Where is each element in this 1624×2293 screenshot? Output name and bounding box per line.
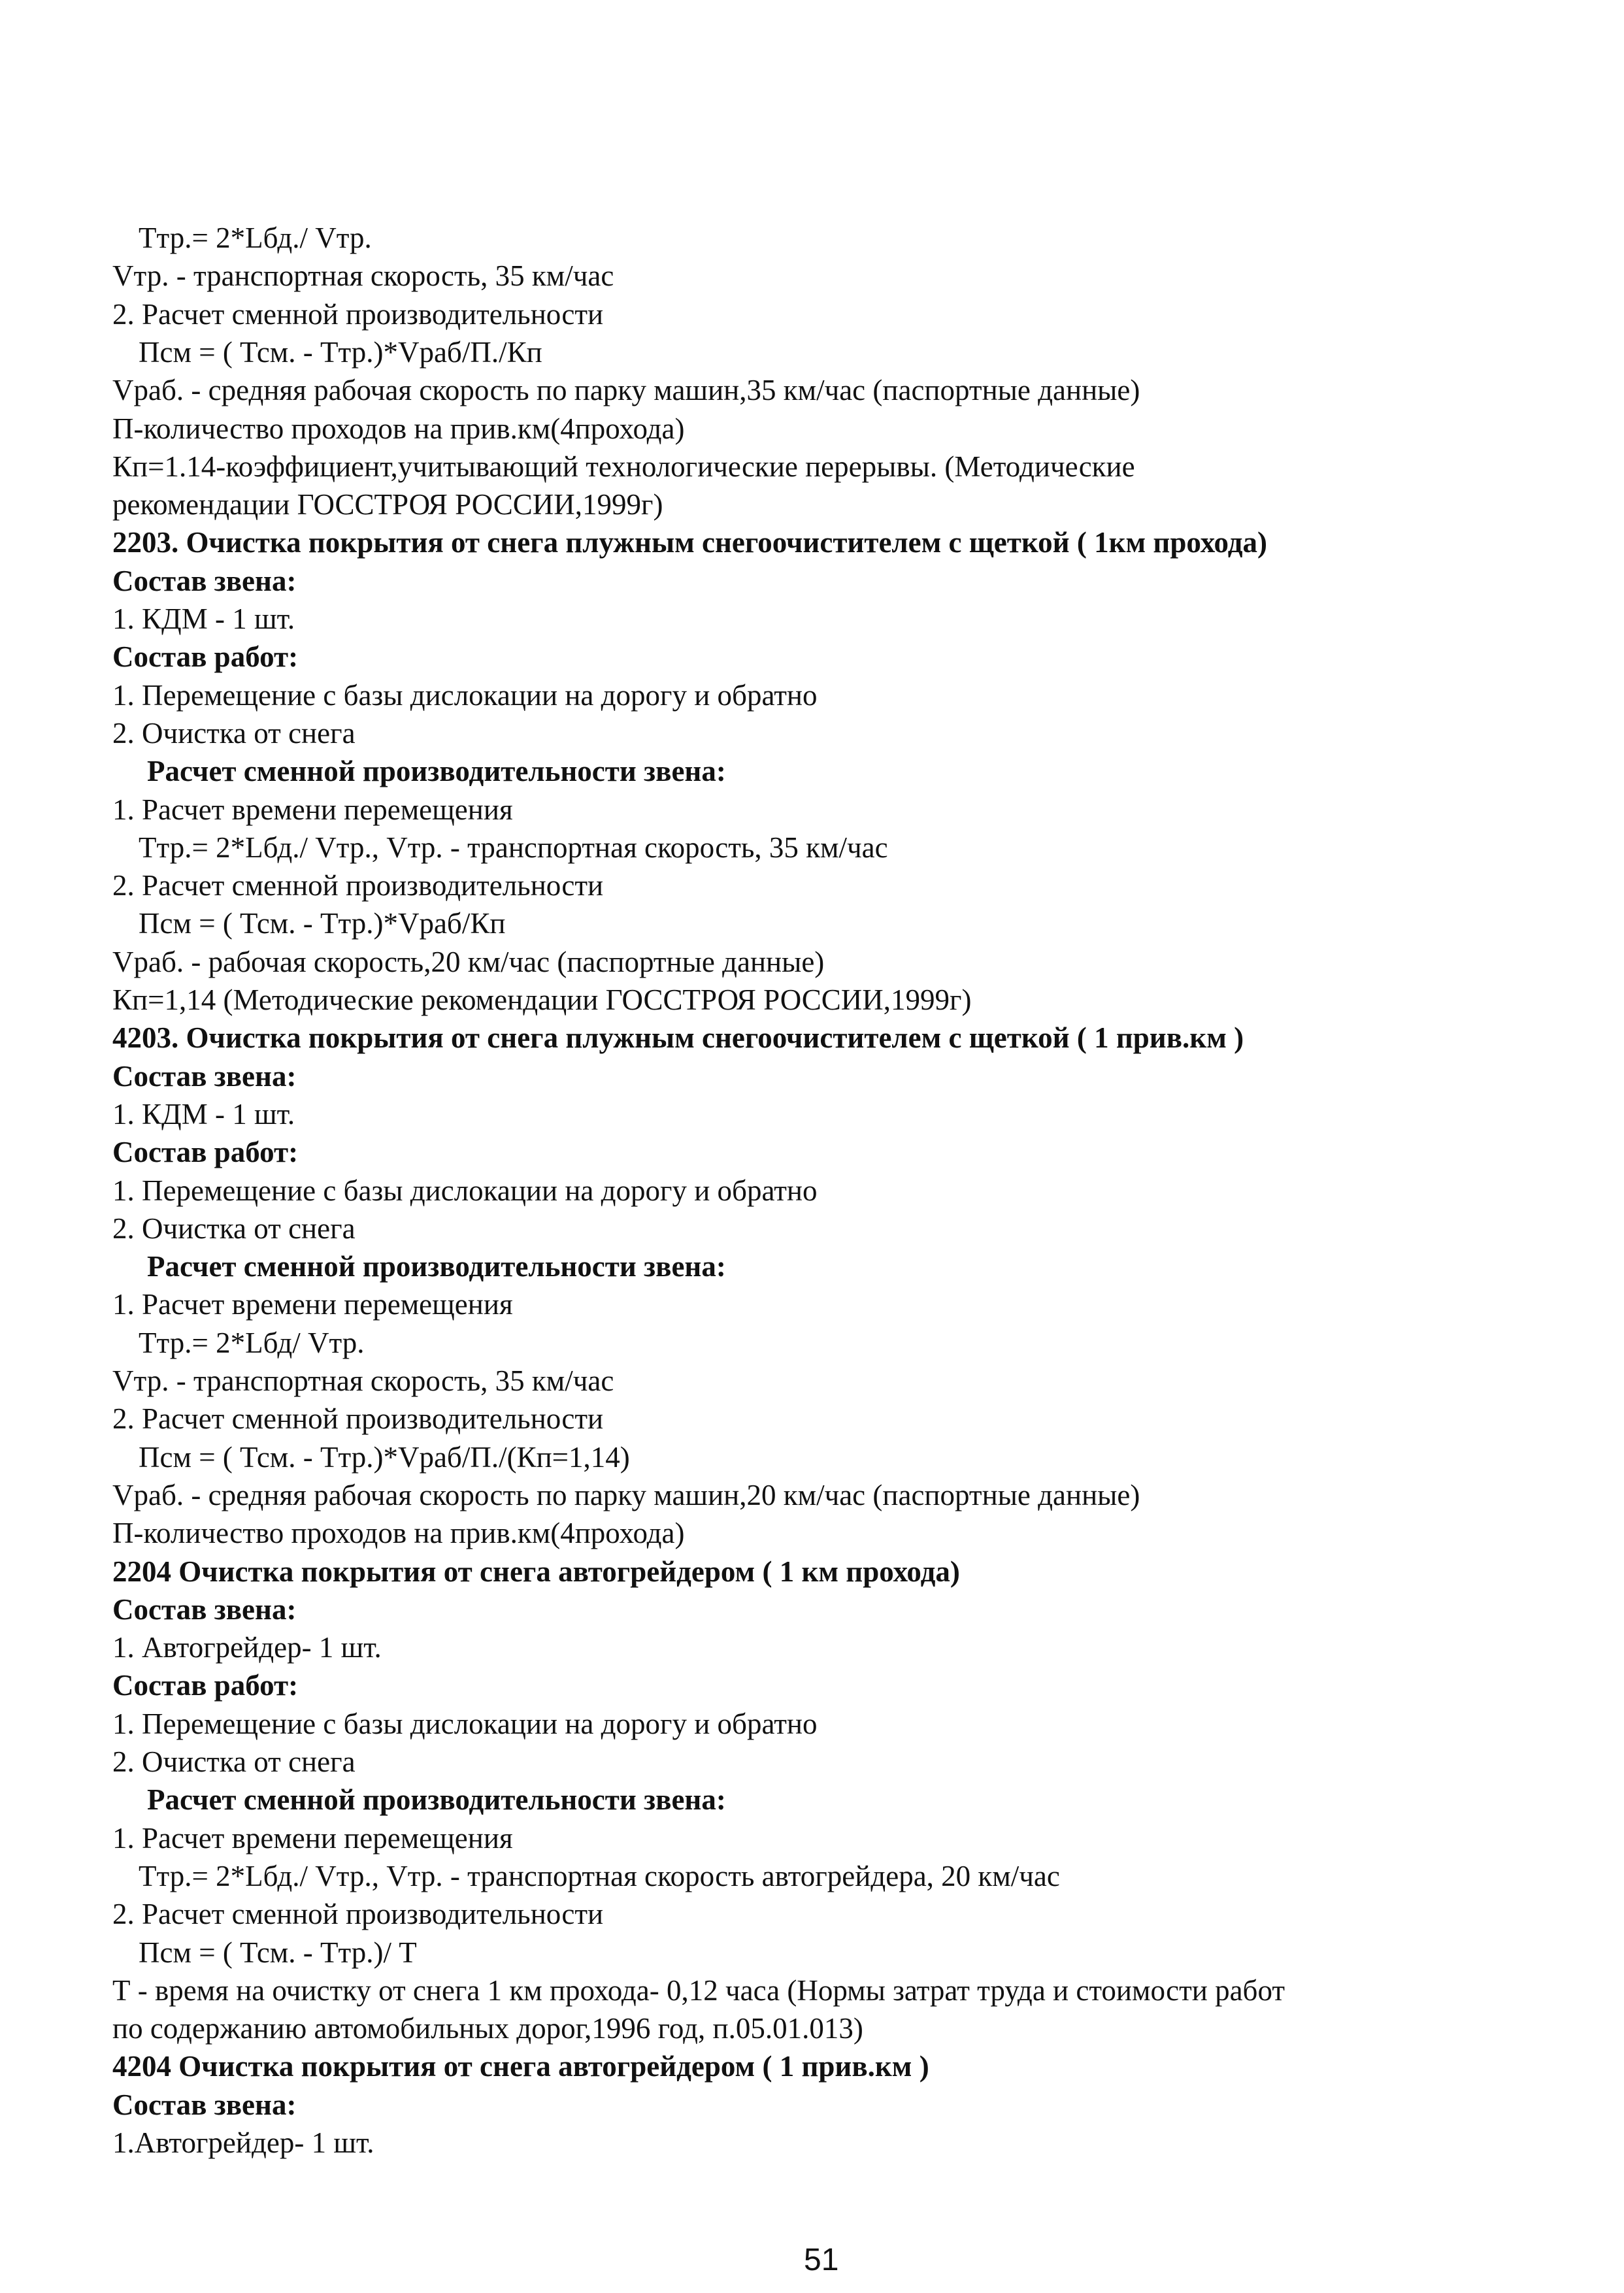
text-line: 2. Расчет сменной производительности xyxy=(112,1898,604,1931)
text-line: 1. Перемещение с базы дислокации на дорогу и обратно xyxy=(112,1707,818,1740)
heading-line: Состав работ: xyxy=(112,640,299,674)
text-line: П-количество проходов на прив.км(4прохода) xyxy=(112,1517,685,1550)
text-line: Кп=1,14 (Методические рекомендации ГОССТРОЯ РОССИИ,1999г) xyxy=(112,983,972,1016)
text-line: Пcм = ( Тсм. - Ттр.)/ Т xyxy=(139,1936,417,1969)
text-line: 2. Очистка от снега xyxy=(112,716,356,750)
text-line: Ттр.= 2*Lбд./ Vтр., Vтр. - транспортная скорость, 35 км/час xyxy=(139,831,888,864)
heading-line: Состав звена: xyxy=(112,2088,297,2121)
text-line: 2. Очистка от снега xyxy=(112,1745,356,1778)
text-line: Vтр. - транспортная скорость, 35 км/час xyxy=(112,259,614,293)
text-line: 1.Автогрейдер- 1 шт. xyxy=(112,2126,374,2159)
text-line: рекомендации ГОССТРОЯ РОССИИ,1999г) xyxy=(112,488,663,521)
heading-line: Состав звена: xyxy=(112,1592,297,1626)
heading-line: 4204 Очистка покрытия от снега автогрейдером ( 1 прив.км ) xyxy=(112,2050,929,2083)
text-line: 1. Расчет времени перемещения xyxy=(112,1821,513,1855)
text-line: Vтр. - транспортная скорость, 35 км/час xyxy=(112,1364,614,1397)
text-line: 1. КДМ - 1 шт. xyxy=(112,1097,295,1130)
text-line: 2. Расчет сменной производительности xyxy=(112,869,604,902)
text-line: Пcм = ( Тсм. - Ттр.)*Vраб/П./(Кп=1,14) xyxy=(139,1440,630,1474)
text-line: 2. Расчет сменной производительности xyxy=(112,1402,604,1436)
text-line: 2. Очистка от снега xyxy=(112,1212,356,1245)
heading-line: 4203. Очистка покрытия от снега плужным снегоочистителем с щеткой ( 1 прив.км ) xyxy=(112,1021,1244,1055)
text-line: Пcм = ( Тсм. - Ттр.)*Vраб/Кп xyxy=(139,907,506,940)
heading-line: 2203. Очистка покрытия от снега плужным снегоочистителем с щеткой ( 1км прохода) xyxy=(112,526,1267,559)
text-line: Ттр.= 2*Lбд./ Vтр. xyxy=(139,222,372,254)
heading-line: Состав звена: xyxy=(112,1059,297,1093)
text-line: Ттр.= 2*Lбд/ Vтр. xyxy=(139,1326,365,1359)
text-line: П-количество проходов на прив.км(4прохода) xyxy=(112,412,685,445)
text-line: Пcм = ( Тсм. - Ттр.)*Vраб/П./Кп xyxy=(139,335,542,369)
text-line: Vраб. - средняя рабочая скорость по парку машин,20 км/час (паспортные данные) xyxy=(112,1478,1140,1511)
text-line: 1. Расчет времени перемещения xyxy=(112,1288,513,1321)
text-line: Vраб. - средняя рабочая скорость по парку машин,35 км/час (паспортные данные) xyxy=(112,374,1140,407)
heading-line: Состав звена: xyxy=(112,564,297,597)
heading-line: Состав работ: xyxy=(112,1136,299,1169)
heading-line: Расчет сменной производительности звена: xyxy=(147,1250,726,1283)
text-line: 2. Расчет сменной производительности xyxy=(112,297,604,331)
text-line: Кп=1.14-коэффициент,учитывающий технологические перерывы. (Методические xyxy=(112,450,1135,483)
text-line: 1. Расчет времени перемещения xyxy=(112,793,513,826)
text-line: Ттр.= 2*Lбд./ Vтр., Vтр. - транспортная скорость автогрейдера, 20 км/час xyxy=(139,1859,1060,1892)
text-line: по содержанию автомобильных дорог,1996 год, п.05.01.013) xyxy=(112,2012,863,2045)
page-number: 51 xyxy=(804,2243,839,2277)
heading-line: Расчет сменной производительности звена: xyxy=(147,1783,726,1817)
text-line: 1. Перемещение с базы дислокации на дорогу и обратно xyxy=(112,678,818,712)
heading-line: Состав работ: xyxy=(112,1669,299,1702)
heading-line: 2204 Очистка покрытия от снега автогрейдером ( 1 км прохода) xyxy=(112,1555,960,1588)
text-line: Т - время на очистку от снега 1 км прохода- 0,12 часа (Нормы затрат труда и стоимости работ xyxy=(112,1973,1285,2007)
text-line: 1. Перемещение с базы дислокации на дорогу и обратно xyxy=(112,1174,818,1207)
heading-line: Расчет сменной производительности звена: xyxy=(147,755,726,788)
text-line: 1. Автогрейдер- 1 шт. xyxy=(112,1631,382,1664)
text-line: 1. КДМ - 1 шт. xyxy=(112,602,295,635)
text-line: Vраб. - рабочая скорость,20 км/час (паспортные данные) xyxy=(112,945,825,978)
